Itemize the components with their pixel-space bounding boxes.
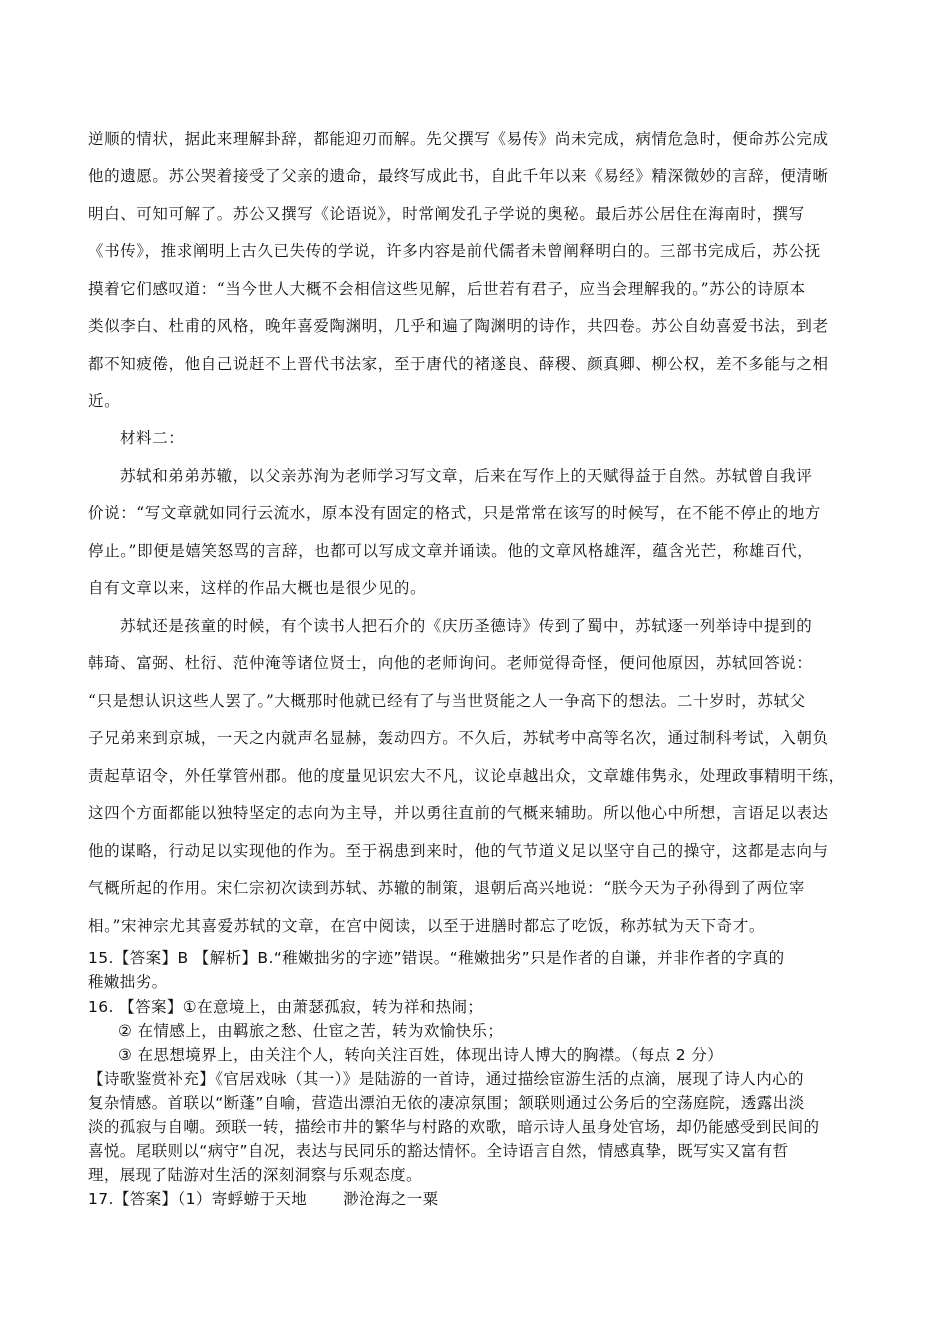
text-line: 近。 (88, 392, 121, 410)
text-line: 自有文章以来，这样的作品大概也是很少见的。 (88, 579, 427, 597)
text-line: “只是想认识这些人罢了。”大概那时他就已经有了与当世贤能之人一争高下的想法。二十岁时，苏轼父 (88, 692, 806, 710)
text-line: 摸着它们感叹道：“当今世人大概不会相信这些见解，后世若有君子，应当会理解我的。”苏公的诗原本 (88, 280, 806, 298)
text-line: 逆顺的情状，据此来理解卦辞，都能迎刃而解。先父撰写《易传》尚未完成，病情危急时，便命苏公完成 (88, 130, 829, 148)
answer-17-part-one: 17.【答案】（1）寄蜉蝣于天地 (88, 1190, 308, 1208)
text-line: 都不知疲倦，他自己说赶不上晋代书法家，至于唐代的褚遂良、薛稷、颜真卿、柳公权，差不多能与之相 (88, 355, 829, 373)
answer-16-line: ③ 在思想境界上，由关注个人，转向关注百姓，体现出诗人博大的胸襟。（每点 2 分） (118, 1046, 724, 1064)
answer-17-line (88, 1189, 439, 1209)
text-line: 韩琦、富弼、杜衍、范仲淹等诸位贤士，向他的老师询问。老师觉得奇怪，便问他原因，苏轼回答说： (88, 654, 813, 672)
text-line: 这四个方面都能以独特坚定的志向为主导，并以勇往直前的气概来辅助。所以他心中所想，言语足以表达 (88, 804, 829, 822)
text-line: 类似李白、杜甫的风格，晚年喜爱陶渊明，几乎和遍了陶渊明的诗作，共四卷。苏公自幼喜爱书法，到老 (88, 317, 829, 335)
text-line: 价说：“写文章就如同行云流水，原本没有固定的格式，只是常常在该写的时候写，在不能不停止的地方 (88, 504, 822, 522)
poem-note-line: 喜悦。尾联则以“病守”自况，表达与民同乐的豁达情怀。全诗语言自然，情感真挚，既写实又富有哲 (88, 1142, 789, 1160)
text-line: 他的谋略，行动足以实现他的作为。至于祸患到来时，他的气节道义足以坚守自己的操守，这都是志向与 (88, 842, 829, 860)
text-line: 苏轼还是孩童的时候，有个读书人把石介的《庆历圣德诗》传到了蜀中，苏轼逐一列举诗中提到的 (120, 617, 813, 635)
text-line: 相。”宋神宗尤其喜爱苏轼的文章，在宫中阅读，以至于进膳时都忘了吃饭，称苏轼为天下奇才。 (88, 917, 765, 935)
text-line: 苏轼和弟弟苏辙，以父亲苏洵为老师学习写文章，后来在写作上的天赋得益于自然。苏轼曾自我评 (120, 467, 813, 485)
answer-17-part-two: 渺沧海之一粟 (343, 1190, 439, 1208)
text-line: 气概所起的作用。宋仁宗初次读到苏轼、苏辙的制策，退朝后高兴地说：“朕今天为子孙得到了两位宰 (88, 879, 805, 897)
poem-note-line: 理，展现了陆游对生活的深刻洞察与乐观态度。 (88, 1166, 422, 1184)
text-line: 《书传》，推求阐明上古久已失传的学说，许多内容是前代儒者未曾阐释明白的。三部书完成后，苏公抚 (88, 242, 821, 260)
text-line: 他的遗愿。苏公哭着接受了父亲的遗命，最终写成此书，自此千年以来《易经》精深微妙的言辞，便清晰 (88, 167, 829, 185)
poem-note-line: 复杂情感。首联以“断蓬”自喻，营造出漂泊无依的凄凉氛围；颔联则通过公务后的空荡庭院，透露出淡 (88, 1094, 805, 1112)
text-line: 子兄弟来到京城，一天之内就声名显赫，轰动四方。不久后，苏轼考中高等名次，通过制科考试，入朝负 (88, 729, 829, 747)
answer-15-line: 稚嫩拙劣。 (88, 973, 168, 991)
section-heading: 材料二： (120, 429, 185, 447)
answer-16-line: 16. 【答案】①在意境上，由萧瑟孤寂，转为祥和热闹； (88, 998, 484, 1016)
text-line: 停止。”即便是嬉笑怒骂的言辞，也都可以写成文章并诵读。他的文章风格雄浑，蕴含光芒，称雄百代， (88, 542, 814, 560)
text-line: 责起草诏令，外任掌管州郡。他的度量见识宏大不凡，议论卓越出众，文章雄伟隽永，处理政事精明干练， (88, 767, 845, 785)
poem-note-line: 淡的孤寂与自嘲。颈联一转，描绘市井的繁华与村路的欢歌，暗示诗人虽身处官场，却仍能感受到民间的 (88, 1118, 820, 1136)
answer-16-line: ② 在情感上，由羁旅之愁、仕宦之苦，转为欢愉快乐； (118, 1022, 504, 1040)
text-line: 明白、可知可解了。苏公又撰写《论语说》，时常阐发孔子学说的奥秘。最后苏公居住在海南时，撰写 (88, 205, 805, 223)
answer-15-line: 15.【答案】B 【解析】B.“稚嫩拙劣的字迹”错误。“稚嫩拙劣”只是作者的自谦，并非作者的字真的 (88, 949, 785, 967)
poem-note-line: 【诗歌鉴赏补充】《官居戏咏（其一）》是陆游的一首诗，通过描绘宦游生活的点滴，展现了诗人内心的 (88, 1070, 804, 1088)
